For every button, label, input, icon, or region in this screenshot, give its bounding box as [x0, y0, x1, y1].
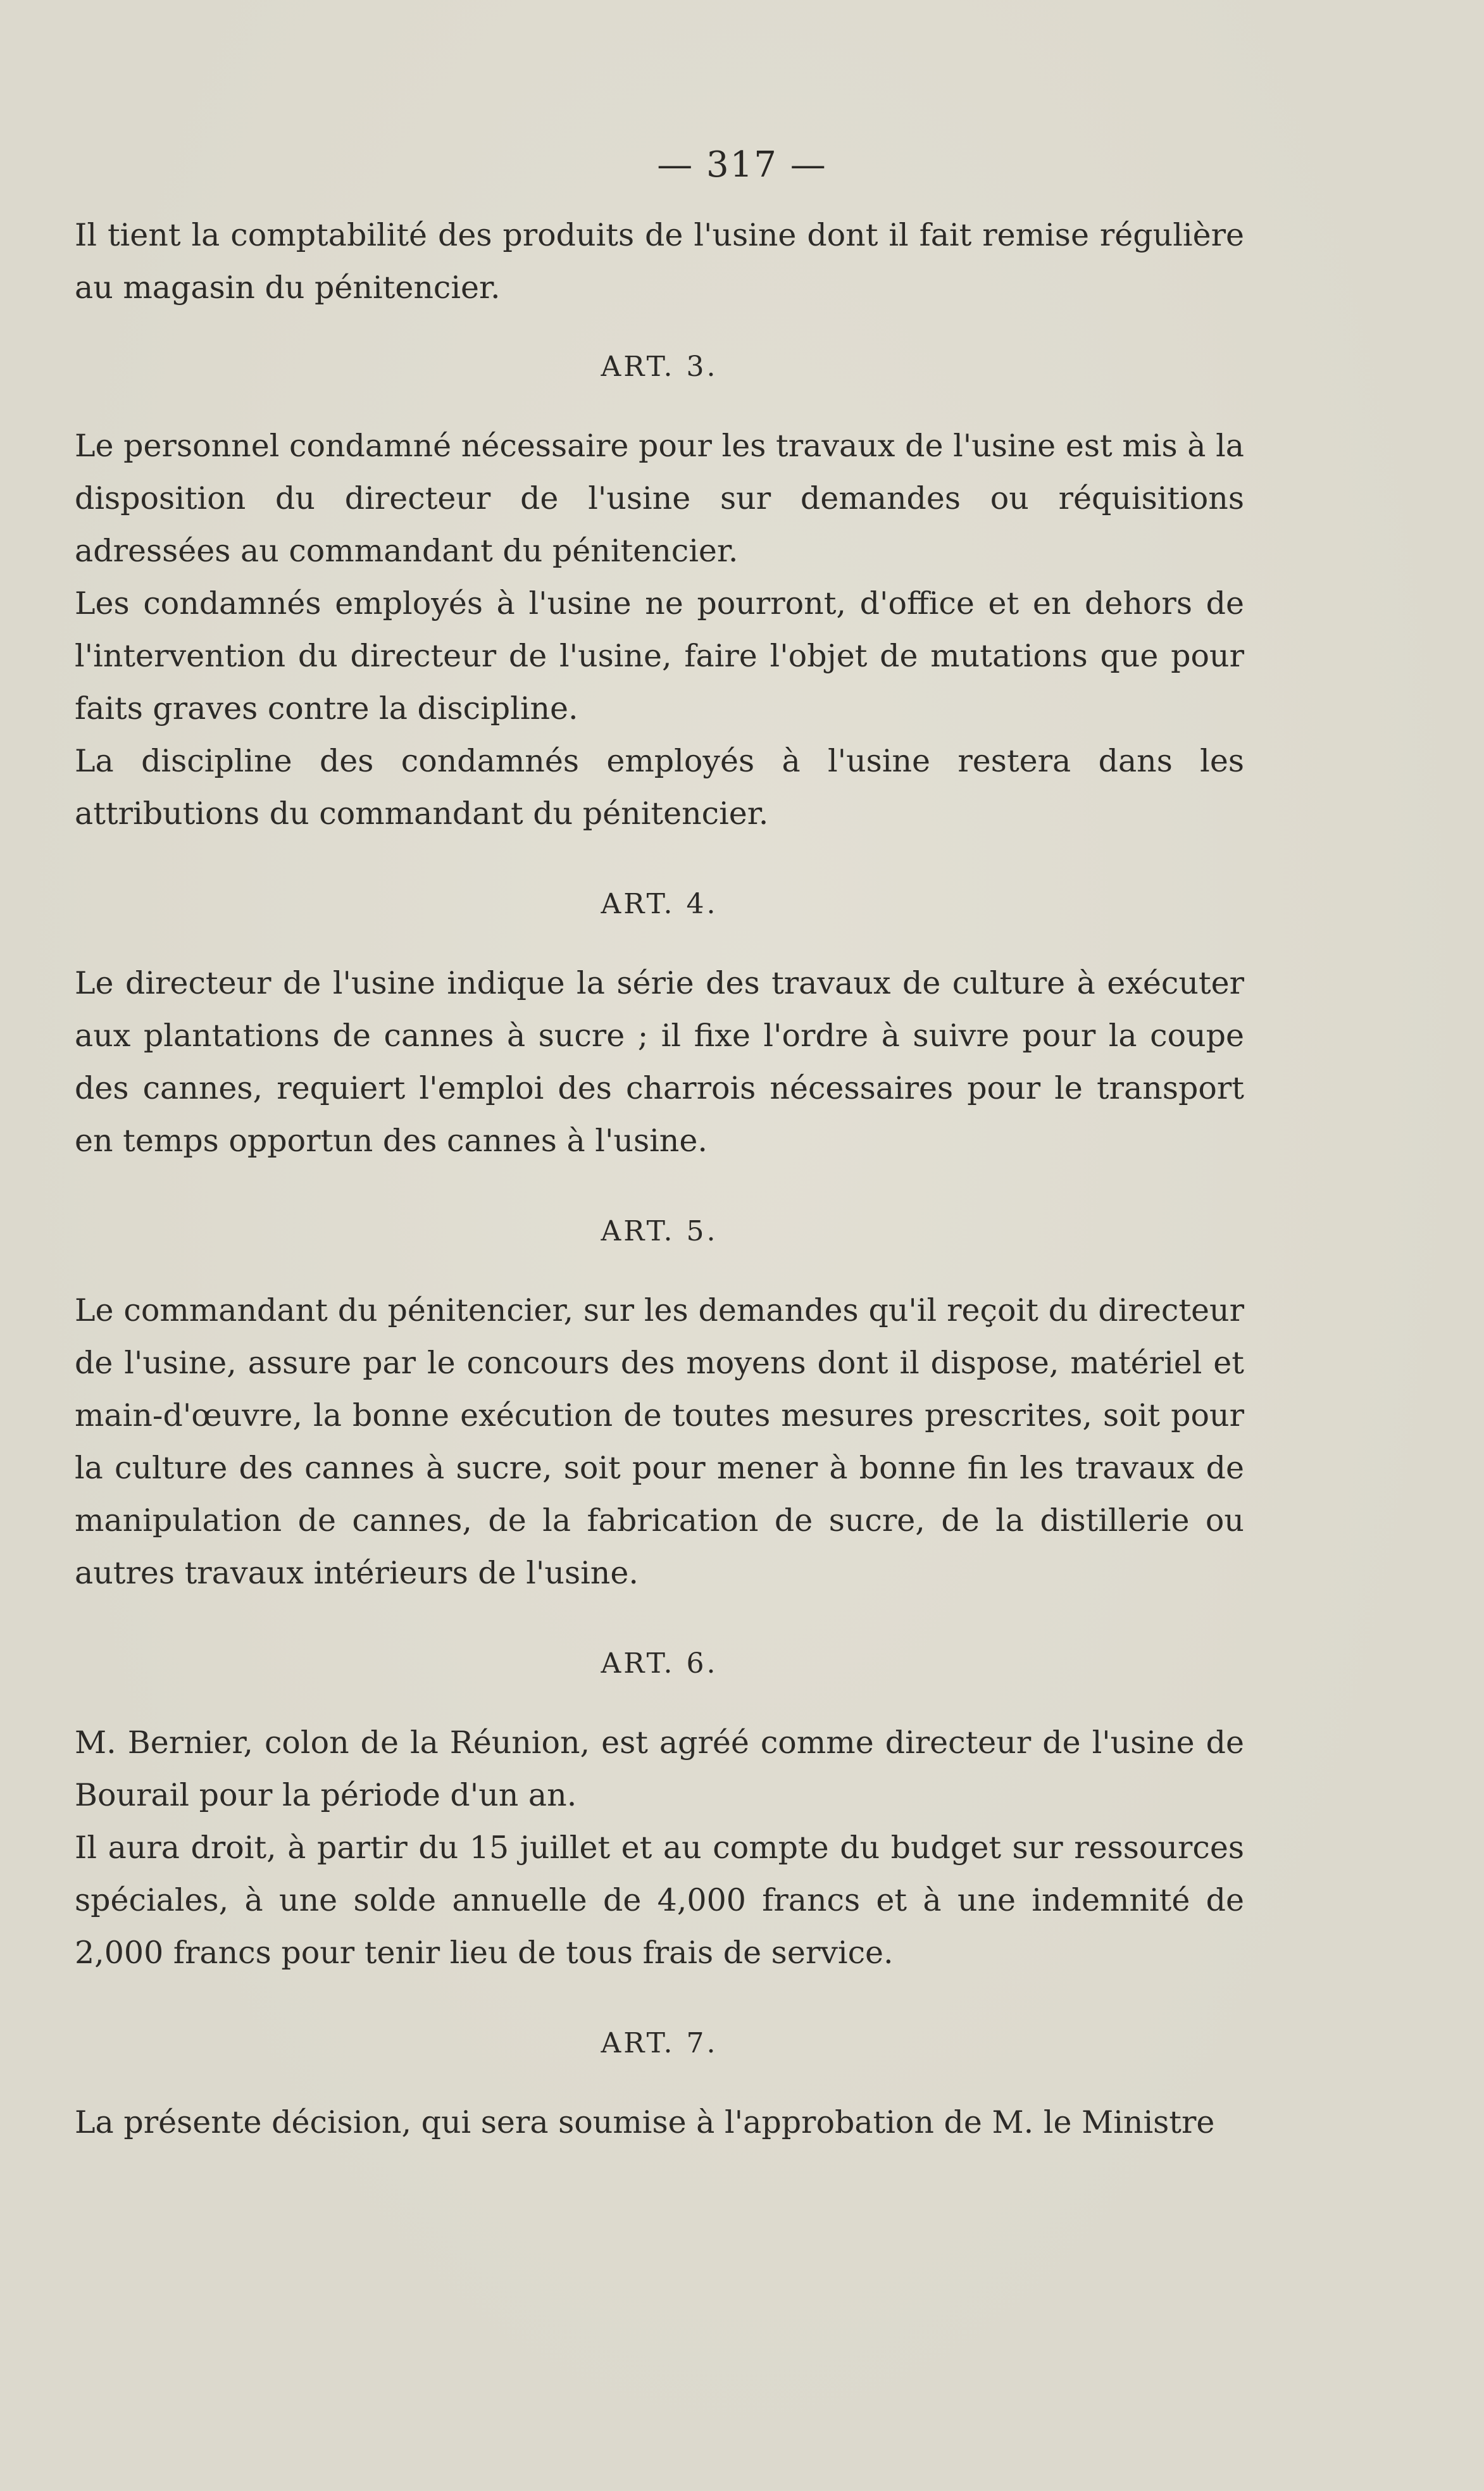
article-5-paragraph-1: Le commandant du pénitencier, sur les demandes qu'il reçoit du directeur de l'usine, assure par le concours des moyens dont il dispose, matériel et main-d'œuvre, la bonne exécution de toutes mesures prescrites, soit pour la culture des cannes à sucre, soit pour mener à bonne fin les travaux de manipulation de cannes, de la fabrication de sucre, de la distillerie ou autres travaux intérieurs de l'usine. — [75, 1292, 1244, 1591]
article-heading-4: ART. 4. — [601, 888, 718, 920]
article-heading-6: ART. 6. — [601, 1647, 718, 1680]
article-3-paragraph-3: La discipline des condamnés employés à l'usine restera dans les attributions du commandant du pénitencier. — [75, 743, 1244, 832]
page-number: — 317 — — [657, 144, 827, 185]
document-body — [75, 209, 1244, 2149]
intro-paragraph: Il tient la comptabilité des produits de l'usine dont il fait remise régulière au magasin du pénitencier. — [75, 217, 1244, 306]
article-4-paragraph-1: Le directeur de l'usine indique la série des travaux de culture à exécuter aux plantations de cannes à sucre ; il fixe l'ordre à suivre pour la coupe des cannes, requiert l'emploi des charrois nécessaires pour le transport en temps opportun des cannes à l'usine. — [75, 965, 1244, 1159]
article-6-paragraph-1: M. Bernier, colon de la Réunion, est agréé comme directeur de l'usine de Bourail pour la période d'un an. — [75, 1725, 1244, 1813]
article-3-paragraph-2: Les condamnés employés à l'usine ne pourront, d'office et en dehors de l'intervention du directeur de l'usine, faire l'objet de mutations que pour faits graves contre la discipline. — [75, 585, 1244, 727]
article-3-paragraph-1: Le personnel condamné nécessaire pour les travaux de l'usine est mis à la disposition du directeur de l'usine sur demandes ou réquisitions adressées au commandant du pénitencier. — [75, 428, 1244, 569]
article-heading-7: ART. 7. — [601, 2027, 718, 2059]
article-7-paragraph-1: La présente décision, qui sera soumise à l'approbation de M. le Ministre — [75, 2104, 1215, 2140]
article-heading-5: ART. 5. — [601, 1215, 718, 1247]
article-6-paragraph-2: Il aura droit, à partir du 15 juillet et au compte du budget sur ressources spéciales, à une solde annuelle de 4,000 francs et à une indemnité de 2,000 francs pour tenir lieu de tous frais de service. — [75, 1830, 1244, 1971]
article-heading-3: ART. 3. — [601, 351, 718, 383]
